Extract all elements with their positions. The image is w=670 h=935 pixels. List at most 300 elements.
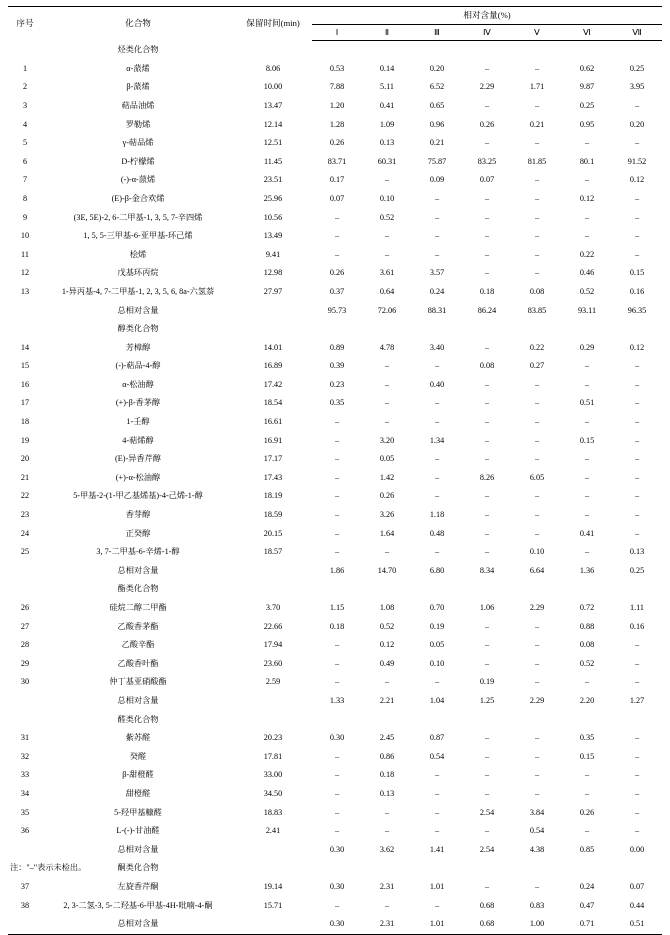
row-retention: 33.00 xyxy=(263,770,283,780)
row-value: 0.05 xyxy=(429,640,445,650)
row-value: 1.06 xyxy=(479,603,495,612)
subtotal-value: 2.31 xyxy=(362,915,412,934)
row-value: 0.86 xyxy=(379,751,395,761)
row-value: 7.88 xyxy=(329,82,345,92)
row-value: – xyxy=(534,733,540,743)
row-retention: 17.81 xyxy=(263,751,283,761)
row-value: 5.11 xyxy=(379,82,395,92)
row-value: – xyxy=(584,826,590,836)
row-value: – xyxy=(534,379,540,389)
subtotal-value: 0.85 xyxy=(579,844,595,854)
row-value: – xyxy=(484,454,490,464)
row-value: – xyxy=(534,788,540,798)
row-value: – xyxy=(334,491,340,501)
row-value: 0.30 xyxy=(329,881,345,891)
row-value: 0.12 xyxy=(629,175,645,185)
subtotal-value: 83.85 xyxy=(527,305,547,315)
group-label: 烃类化合物 xyxy=(117,44,159,54)
row-value: 0.26 xyxy=(479,119,495,129)
row-index: 4 xyxy=(22,119,28,129)
row-compound: 甜橙醛 xyxy=(125,788,151,798)
row-value: – xyxy=(534,751,540,761)
row-value: – xyxy=(634,231,640,241)
row-value: – xyxy=(434,472,440,482)
subtotal-value: 2.20 xyxy=(579,695,595,705)
row-value: 83.25 xyxy=(477,156,497,166)
row-value: – xyxy=(534,417,540,427)
row-value: 0.52 xyxy=(379,212,395,222)
row-value: – xyxy=(434,249,440,259)
row-value: – xyxy=(534,640,540,650)
row-value: – xyxy=(634,435,640,445)
row-retention: 12.14 xyxy=(263,119,283,129)
row-value: – xyxy=(634,212,640,222)
row-value: 0.27 xyxy=(529,361,545,371)
group-heading-row xyxy=(8,41,662,60)
header-index: 序号 xyxy=(8,7,42,41)
row-value: 0.88 xyxy=(579,621,595,631)
subtotal-value: 0.68 xyxy=(462,915,512,934)
row-value: – xyxy=(534,175,540,185)
row-index: 6 xyxy=(22,156,28,166)
row-value: 0.39 xyxy=(329,361,345,371)
row-compound: 桧烯 xyxy=(129,249,147,259)
row-index: 10 xyxy=(20,231,30,241)
row-value: 0.12 xyxy=(629,342,645,352)
subtotal-value: 1.27 xyxy=(629,695,645,705)
row-retention: 22.66 xyxy=(263,621,283,631)
row-compound: L-(-)-甘油醛 xyxy=(116,826,160,836)
row-value: – xyxy=(484,342,490,352)
row-value: – xyxy=(484,63,490,73)
subtotal-label: 总相对含量 xyxy=(117,305,159,315)
header-sample-1: Ⅰ xyxy=(312,25,362,41)
row-value: – xyxy=(534,510,540,520)
row-value: 0.23 xyxy=(329,379,345,389)
table-row xyxy=(8,97,662,116)
table-row xyxy=(8,283,662,302)
row-value: – xyxy=(584,510,590,520)
row-index: 12 xyxy=(20,268,30,278)
row-value: 3.20 xyxy=(379,435,395,445)
row-retention: 17.94 xyxy=(263,640,283,650)
row-value: 3.57 xyxy=(429,268,445,278)
subtotal-value: 1.33 xyxy=(329,695,345,705)
row-compound: (-)-α-蒎烯 xyxy=(120,175,156,185)
row-value: 0.24 xyxy=(429,286,445,296)
row-index: 16 xyxy=(20,379,30,389)
table-row xyxy=(8,78,662,97)
row-compound: 4-萜烯醇 xyxy=(122,435,154,445)
row-index: 5 xyxy=(22,138,28,148)
row-value: 0.26 xyxy=(579,807,595,817)
row-value: 1.01 xyxy=(429,881,445,891)
row-value: – xyxy=(384,677,390,687)
row-value: – xyxy=(584,788,590,798)
row-retention: 23.60 xyxy=(263,658,283,668)
row-index: 19 xyxy=(20,435,30,445)
row-value: – xyxy=(434,454,440,464)
subtotal-value: 4.38 xyxy=(529,844,545,854)
row-value: – xyxy=(484,379,490,389)
row-value: – xyxy=(634,100,640,110)
row-value: – xyxy=(634,454,640,464)
row-value: 0.18 xyxy=(379,770,395,780)
row-value: – xyxy=(334,547,340,557)
row-value: – xyxy=(434,417,440,427)
row-value: – xyxy=(484,249,490,259)
row-retention: 23.51 xyxy=(263,175,283,185)
row-value: – xyxy=(484,528,490,538)
row-retention: 13.47 xyxy=(263,100,283,110)
row-value: – xyxy=(484,658,490,668)
group-label: 酮类化合物 xyxy=(117,863,159,873)
subtotal-value: 3.62 xyxy=(379,844,395,854)
row-compound: 1-壬醇 xyxy=(126,417,150,427)
table-row xyxy=(8,134,662,153)
subtotal-value: 88.31 xyxy=(427,305,447,315)
row-compound: (+)-α-松油醇 xyxy=(115,472,161,482)
row-value: 2.29 xyxy=(529,603,545,612)
row-value: – xyxy=(384,398,390,408)
row-value: 1.18 xyxy=(429,510,445,520)
row-value: 1.20 xyxy=(329,100,345,110)
table-row xyxy=(8,487,662,506)
row-value: 0.62 xyxy=(579,63,595,73)
row-value: – xyxy=(334,528,340,538)
row-index: 1 xyxy=(22,63,28,73)
row-value: 0.44 xyxy=(629,900,645,910)
row-value: – xyxy=(484,826,490,836)
row-value: – xyxy=(334,807,340,817)
row-index: 30 xyxy=(20,677,30,687)
row-value: 80.1 xyxy=(579,156,595,166)
row-retention: 18.57 xyxy=(263,547,283,557)
row-value: 0.51 xyxy=(579,398,595,408)
row-value: – xyxy=(584,138,590,148)
row-value: – xyxy=(534,770,540,780)
row-index: 36 xyxy=(20,826,30,836)
subtotal-value: 86.24 xyxy=(477,305,497,315)
row-value: – xyxy=(634,677,640,687)
subtotal-value: 0.30 xyxy=(329,844,345,854)
subtotal-value: 0.71 xyxy=(562,915,612,934)
subtotal-value: 2.54 xyxy=(479,844,495,854)
row-value: 0.19 xyxy=(479,677,495,687)
subtotal-value: 0.51 xyxy=(612,915,662,934)
row-value: 0.10 xyxy=(429,658,445,668)
row-retention: 2.59 xyxy=(265,677,281,687)
row-compound: 1-异丙基-4, 7-二甲基-1, 2, 3, 5, 6, 8a-六氢萘 xyxy=(61,286,215,296)
table-row xyxy=(8,636,662,655)
row-compound: (+)-β-香茅醇 xyxy=(115,398,161,408)
row-compound: 正癸醇 xyxy=(125,528,151,538)
row-value: 0.41 xyxy=(579,528,595,538)
row-value: 1.28 xyxy=(329,119,345,129)
row-value: 0.95 xyxy=(579,119,595,129)
row-value: 0.15 xyxy=(629,268,645,278)
header-retention: 保留时间(min) xyxy=(234,7,312,41)
row-value: 1.11 xyxy=(629,603,645,612)
row-value: – xyxy=(384,175,390,185)
table-row xyxy=(8,469,662,488)
row-value: 0.54 xyxy=(429,751,445,761)
table-row xyxy=(8,376,662,395)
row-value: – xyxy=(334,249,340,259)
subtotal-value: 93.11 xyxy=(577,305,597,315)
row-value: 0.41 xyxy=(379,100,395,110)
row-value: – xyxy=(484,231,490,241)
compound-table xyxy=(8,6,662,935)
row-value: 6.05 xyxy=(529,472,545,482)
row-value: – xyxy=(484,751,490,761)
row-retention: 20.15 xyxy=(263,528,283,538)
table-row xyxy=(8,785,662,804)
row-value: – xyxy=(334,640,340,650)
row-value: 8.26 xyxy=(479,472,495,482)
row-value: – xyxy=(334,788,340,798)
row-retention: 11.45 xyxy=(263,156,283,166)
row-value: – xyxy=(334,770,340,780)
row-value: 3.26 xyxy=(379,510,395,520)
row-value: – xyxy=(334,900,340,910)
row-value: – xyxy=(434,900,440,910)
table-row xyxy=(8,190,662,209)
row-value: – xyxy=(534,621,540,631)
row-value: 0.30 xyxy=(329,733,345,743)
row-retention: 20.23 xyxy=(263,733,283,743)
row-value: – xyxy=(534,100,540,110)
row-compound: 1, 5, 5-三甲基-6-亚甲基-环己烯 xyxy=(83,231,193,241)
subtotal-row xyxy=(8,841,662,860)
row-index: 33 xyxy=(20,770,30,780)
row-value: – xyxy=(484,417,490,427)
table-row xyxy=(8,413,662,432)
table-row xyxy=(8,822,662,841)
row-value: 0.24 xyxy=(579,881,595,891)
row-compound: 5-羟甲基糠醛 xyxy=(114,807,162,817)
table-row xyxy=(8,617,662,636)
row-value: – xyxy=(334,826,340,836)
row-index: 23 xyxy=(20,510,30,520)
table-row xyxy=(8,748,662,767)
row-compound: 3, 7-二甲基-6-辛烯-1-醇 xyxy=(96,547,180,557)
row-value: 0.13 xyxy=(379,788,395,798)
row-value: 0.22 xyxy=(579,249,595,259)
subtotal-label: 总相对含量 xyxy=(42,915,234,934)
row-index: 34 xyxy=(20,788,30,798)
row-compound: (E)-β-金合欢烯 xyxy=(111,193,165,203)
row-value: – xyxy=(484,510,490,520)
row-value: – xyxy=(334,417,340,427)
row-value: – xyxy=(434,193,440,203)
header-sample-7: Ⅶ xyxy=(612,25,662,41)
row-value: 0.47 xyxy=(579,900,595,910)
table-row xyxy=(8,543,662,562)
subtotal-value: 1.41 xyxy=(429,844,445,854)
row-value: – xyxy=(384,826,390,836)
row-retention: 10.00 xyxy=(263,82,283,92)
row-index: 14 xyxy=(20,342,30,352)
row-value: 0.68 xyxy=(479,900,495,910)
row-value: – xyxy=(534,658,540,668)
row-value: 1.08 xyxy=(379,603,395,612)
row-value: – xyxy=(534,398,540,408)
table-body xyxy=(8,7,662,935)
row-index: 32 xyxy=(20,751,30,761)
row-value: – xyxy=(434,677,440,687)
row-compound: 乙酸香叶酯 xyxy=(117,658,159,668)
row-index: 15 xyxy=(20,361,30,371)
row-value: – xyxy=(584,454,590,464)
row-value: – xyxy=(634,770,640,780)
row-compound: α-蒎烯 xyxy=(126,63,150,73)
row-retention: 18.54 xyxy=(263,398,283,408)
row-compound: 仲丁基亚硝酸酯 xyxy=(109,677,167,687)
row-compound: 萜品油烯 xyxy=(121,100,155,110)
row-value: – xyxy=(534,454,540,464)
table-row xyxy=(8,171,662,190)
group-label: 醇类化合物 xyxy=(117,324,159,334)
row-compound: β-蒎烯 xyxy=(126,82,150,92)
row-value: – xyxy=(634,510,640,520)
row-index: 38 xyxy=(20,900,30,910)
row-value: – xyxy=(334,510,340,520)
row-index: 2 xyxy=(22,82,28,92)
row-compound: 5-甲基-2-(1-甲乙基烯基)-4-己烯-1-醇 xyxy=(73,491,203,501)
subtotal-value: 1.04 xyxy=(429,695,445,705)
row-index: 37 xyxy=(20,881,30,891)
row-index: 17 xyxy=(20,398,30,408)
row-value: – xyxy=(384,379,390,389)
table-row xyxy=(8,115,662,134)
header-relative-content: 相对含量(%) xyxy=(312,7,662,25)
group-heading-row xyxy=(8,710,662,729)
row-value: 0.89 xyxy=(329,342,345,352)
table-row xyxy=(8,878,662,897)
row-value: – xyxy=(484,788,490,798)
row-value: 0.18 xyxy=(329,621,345,631)
row-value: – xyxy=(634,398,640,408)
row-value: 0.21 xyxy=(429,138,445,148)
table-header-row-1 xyxy=(8,7,662,25)
table-row xyxy=(8,153,662,172)
group-heading-row xyxy=(8,859,662,878)
row-retention: 2.41 xyxy=(265,826,281,836)
row-index: 20 xyxy=(20,454,30,464)
group-heading-row xyxy=(8,320,662,339)
row-retention: 16.61 xyxy=(263,417,283,427)
subtotal-value: 96.35 xyxy=(627,305,647,315)
row-value: – xyxy=(584,379,590,389)
row-index: 29 xyxy=(20,658,30,668)
row-value: 2.54 xyxy=(479,807,495,817)
row-value: – xyxy=(584,677,590,687)
row-index: 35 xyxy=(20,807,30,817)
row-value: – xyxy=(534,212,540,222)
row-compound: 紫苏醛 xyxy=(125,733,151,743)
row-index: 28 xyxy=(20,640,30,650)
row-value: – xyxy=(634,417,640,427)
row-value: – xyxy=(484,138,490,148)
row-value: 0.09 xyxy=(429,175,445,185)
subtotal-value: 72.06 xyxy=(377,305,397,315)
row-value: – xyxy=(334,472,340,482)
row-value: – xyxy=(484,100,490,110)
row-index: 13 xyxy=(20,286,30,296)
group-label: 醛类化合物 xyxy=(117,714,159,724)
row-value: – xyxy=(434,491,440,501)
subtotal-row xyxy=(8,692,662,711)
table-note: 注："–"表示未检出。 xyxy=(10,863,87,872)
row-value: 0.25 xyxy=(579,100,595,110)
row-compound: 癸醛 xyxy=(129,751,147,761)
row-value: – xyxy=(634,528,640,538)
row-value: – xyxy=(384,547,390,557)
row-index: 21 xyxy=(20,472,30,482)
row-compound: α-松油醇 xyxy=(122,379,154,389)
row-value: – xyxy=(484,212,490,222)
row-compound: 硅烷二醇二甲酯 xyxy=(109,603,167,612)
group-heading-row xyxy=(8,580,662,599)
row-value: – xyxy=(534,528,540,538)
subtotal-value: 95.73 xyxy=(327,305,347,315)
row-retention: 3.70 xyxy=(265,603,281,612)
row-value: 0.25 xyxy=(629,63,645,73)
row-value: – xyxy=(634,138,640,148)
row-value: 0.22 xyxy=(529,342,545,352)
group-label: 酯类化合物 xyxy=(117,584,159,594)
row-retention: 19.14 xyxy=(263,881,283,891)
table-row xyxy=(8,506,662,525)
row-value: – xyxy=(584,417,590,427)
row-compound: β-甜橙醛 xyxy=(122,770,154,780)
row-value: – xyxy=(484,193,490,203)
row-value: 0.54 xyxy=(529,826,545,836)
row-value: – xyxy=(434,826,440,836)
row-value: 6.52 xyxy=(429,82,445,92)
row-retention: 18.19 xyxy=(263,491,283,501)
row-value: – xyxy=(634,361,640,371)
row-retention: 13.49 xyxy=(263,231,283,241)
row-retention: 16.89 xyxy=(263,361,283,371)
subtotal-value: 0.30 xyxy=(312,915,362,934)
row-compound: 香芽醇 xyxy=(125,510,151,520)
row-index: 8 xyxy=(22,193,28,203)
row-value: 0.08 xyxy=(579,640,595,650)
row-value: – xyxy=(534,268,540,278)
row-value: 3.61 xyxy=(379,268,395,278)
row-value: 0.52 xyxy=(379,621,395,631)
row-index: 26 xyxy=(20,603,30,612)
subtotal-row xyxy=(8,562,662,581)
row-retention: 8.06 xyxy=(265,63,281,73)
row-value: – xyxy=(434,231,440,241)
row-value: 0.26 xyxy=(329,268,345,278)
row-value: 3.40 xyxy=(429,342,445,352)
subtotal-row xyxy=(8,915,662,934)
row-value: 0.19 xyxy=(429,621,445,631)
table-row xyxy=(8,357,662,376)
row-value: 0.08 xyxy=(529,286,545,296)
row-value: 81.85 xyxy=(527,156,547,166)
row-value: – xyxy=(634,491,640,501)
row-value: 0.21 xyxy=(529,119,545,129)
row-value: – xyxy=(484,398,490,408)
row-value: 0.15 xyxy=(579,751,595,761)
subtotal-value: 1.36 xyxy=(579,565,595,575)
row-value: 1.34 xyxy=(429,435,445,445)
